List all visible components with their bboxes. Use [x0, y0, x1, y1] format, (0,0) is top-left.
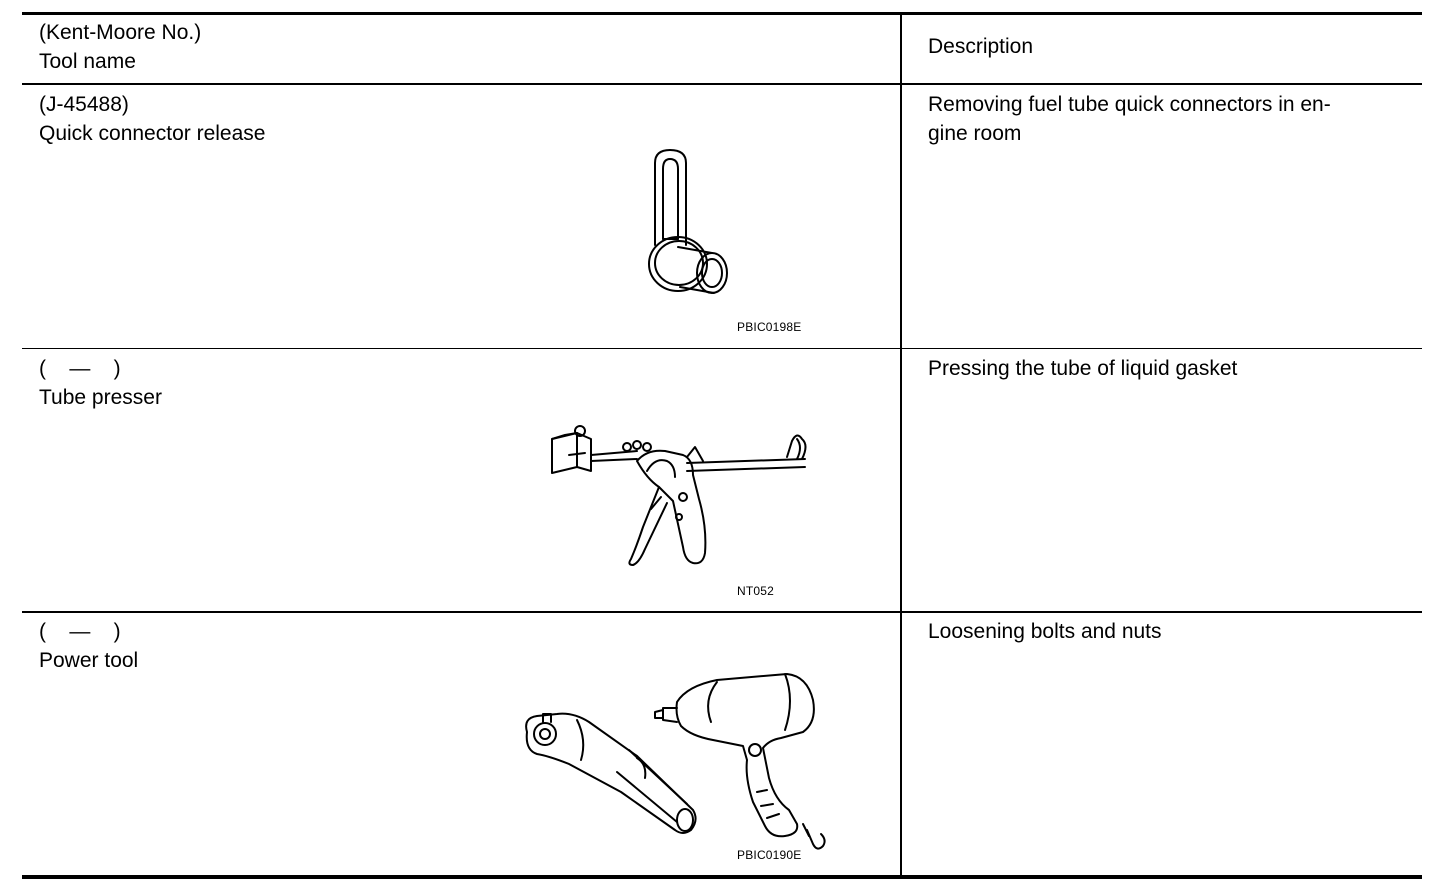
power-tool-icon — [517, 660, 817, 855]
special-service-tools-table — [22, 12, 1422, 879]
figure-code: NT052 — [737, 584, 775, 598]
table-top-rule — [22, 12, 1422, 15]
header-tool-name: Tool name — [39, 50, 136, 73]
header-bottom-rule — [22, 83, 1422, 85]
row-divider — [22, 348, 1422, 349]
tool-description: Removing fuel tube quick connectors in en- — [928, 93, 1331, 116]
tool-name: Quick connector release — [39, 122, 266, 145]
figure-code: PBIC0190E — [737, 848, 802, 862]
tool-description: Loosening bolts and nuts — [928, 620, 1162, 643]
figure-code: PBIC0198E — [737, 320, 802, 334]
table-bottom-rule — [22, 875, 1422, 879]
tool-name: Tube presser — [39, 386, 162, 409]
tool-description: Pressing the tube of liquid gasket — [928, 357, 1238, 380]
quick-connector-release-icon — [642, 147, 742, 307]
tool-description: gine room — [928, 122, 1022, 145]
header-description: Description — [928, 35, 1034, 58]
header-tool-number: (Kent-Moore No.) — [39, 21, 202, 44]
tool-number: ( — ) — [39, 620, 121, 643]
tool-number: (J-45488) — [39, 93, 129, 116]
tool-name: Power tool — [39, 649, 139, 672]
row-divider — [22, 611, 1422, 613]
tube-presser-icon — [547, 417, 807, 572]
tool-number: ( — ) — [39, 357, 121, 380]
column-divider — [900, 12, 902, 879]
